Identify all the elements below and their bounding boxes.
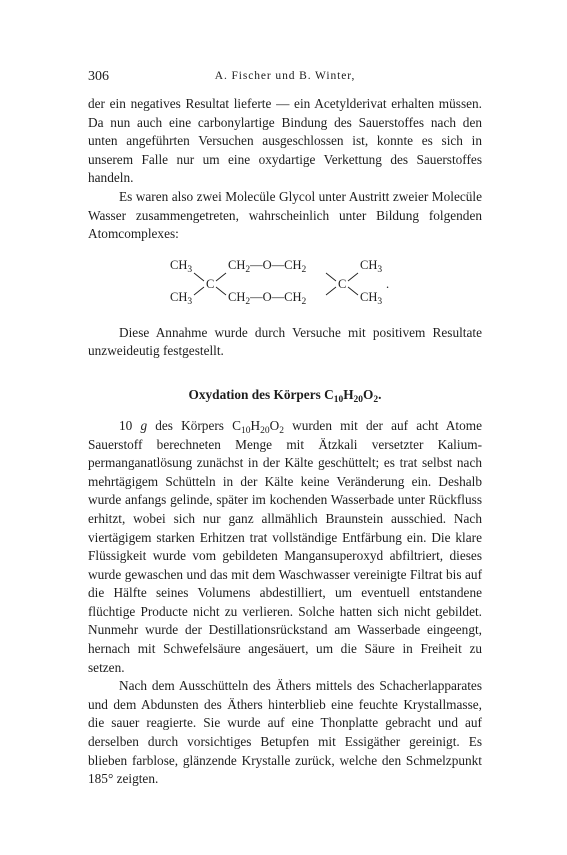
formula-ch3-bottom-right: $CH_3$ <box>360 289 383 307</box>
formula-carbon-left: C <box>206 276 215 291</box>
bond-right-bottom <box>348 287 358 295</box>
section-title: Oxydation des Körpers $C_{10}H_{20}O_2$. <box>188 386 382 405</box>
bond-right-c-top <box>326 273 336 281</box>
formula-svg <box>88 252 482 310</box>
page-body <box>88 95 482 789</box>
paragraph-1: der ein negatives Resultat lieferte — ein Acetylderivat erhalten müssen. Da nun auch eine carbonylartige Bindung des Sauerstoffes nach den unten angeführten Versuchen ausgeschlossen ist, konnte es sich in unserem Falle nur um eine oxydartige Verkettung des Sauerstoffes handeln. <box>88 96 482 186</box>
formula-ch3-top-right: $CH_3$ <box>360 257 383 275</box>
bond-left-c-top <box>216 273 226 281</box>
formula-ch3-top-left: $CH_3$ <box>170 257 193 275</box>
page-number: 306 <box>88 69 109 84</box>
bond-left-top <box>194 273 204 281</box>
page-header <box>88 69 482 87</box>
bond-right-top <box>348 273 358 281</box>
bond-right-c-bottom <box>326 287 336 295</box>
bond-left-c-bottom <box>216 287 226 295</box>
formula-bridge-top: $CH_2—O—CH_2$ <box>228 257 307 275</box>
formula-carbon-right: C <box>338 276 347 291</box>
formula-bridge-bottom: $CH_2—O—CH_2$ <box>228 289 307 307</box>
bond-left-bottom <box>194 287 204 295</box>
paragraph-3: Diese Annahme wurde durch Versuche mit positivem Resultate unzweideutig festgestellt. <box>88 324 482 359</box>
running-head: A. Fischer und B. Winter, <box>214 70 356 82</box>
paragraph-5: Nach dem Ausschütteln des Äthers mittels des Schacherlapparates und dem Abdunsten des Äthers hinterblieb eine feuchte Krystallmasse, die sauer reagierte. Sie wurde auf eine Thonplatte gebracht und auf derselben durch vorsichtiges Betupfen mit Essigäther gereinigt. Es blieben farblose, glänzende Krystalle zurück, welche den Schmelzpunkt 185° zeigten. <box>88 678 482 787</box>
formula-ch3-bottom-left: $CH_3$ <box>170 289 193 307</box>
paragraph-2: Es waren also zwei Molecüle Glycol unter Austritt zweier Molecüle Wasser zusammengetreten, wahrscheinlich unter Bildung folgenden Atomcomplexes: <box>88 188 482 242</box>
structural-formula <box>88 252 482 310</box>
formula-period: . <box>386 276 390 291</box>
paragraph-4: 10 g des Körpers $C_{10}H_{20}O_2$ wurden mit der auf acht Atome Sauerstoff berechneten Menge mit Ätzkali versetzter Kaliumpermanganatlösung zunächst in der Kälte geschüttelt; es trat selbst nach mehrtägigem Schütteln in der Kälte keine Veränderung ein. Deshalb wurde anfangs gelinde, später im kochenden Wasserbade unter Rückfluss erhitzt, wobei sich nur ganz allmählich Braunstein ausschied. Nach viertägigem starken Erhitzen trat vollständige Entfärbung ein. Die klare Flüssigkeit wurde vom gebildeten Mangansuperoxyd abfiltriert, dieses wurde gewaschen und das mit dem Waschwasser vereinigte Filtrat bis auf die Hälfte seines Volumens abdestilliert, um eventuell entstandene flüchtige Producte nicht zu verlieren. Solche hatten sich nicht gebildet. Nunmehr wurde der Destillationsrückstand am Wasserbade eingeengt, hernach mit Schwefelsäure angesäuert, um die Säure in Freiheit zu setzen. <box>88 417 482 675</box>
